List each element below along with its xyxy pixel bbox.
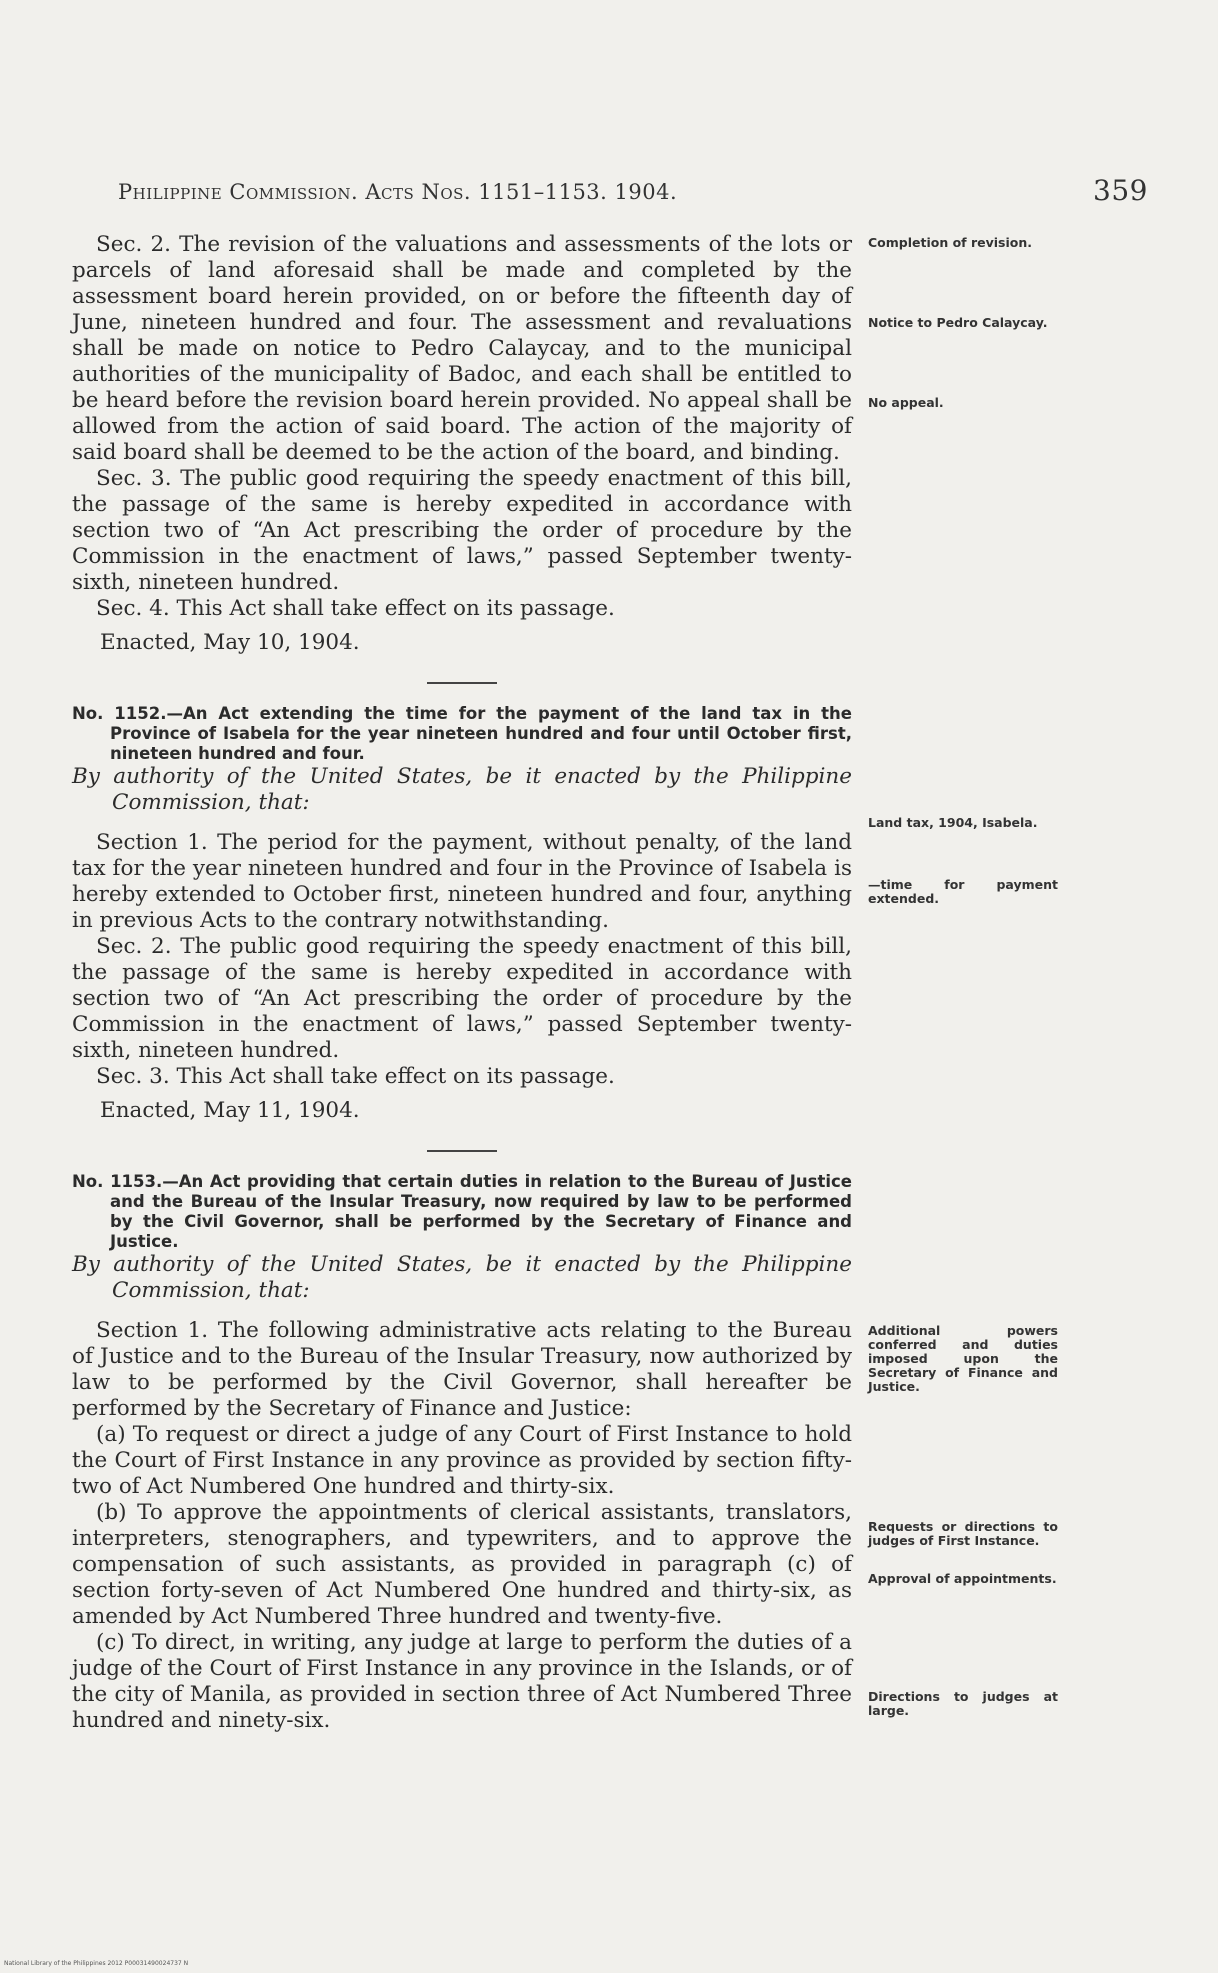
margin-note-notice: Notice to Pedro Calaycay.	[868, 315, 1048, 330]
margin-note-time-extended: —time for payment extended.	[868, 877, 1058, 906]
margin-note-requests: Requests or directions to judges of First Instance.	[868, 1519, 1058, 1548]
act1153-title: No. 1153.—An Act providing that certain duties in relation to the Bureau of Justice and the Bureau of the Insular Treasury, now required by law to be performed by the Civil Governor, shall be performed by the Secretary of Finance and Justice.	[72, 1172, 852, 1251]
margin-note-completion: Completion of revision.	[868, 235, 1033, 250]
margin-note-approval: Approval of appointments.	[868, 1571, 1057, 1586]
margin-note-land-tax: Land tax, 1904, Isabela.	[868, 815, 1038, 830]
section-divider	[427, 682, 497, 684]
act1151-enacted: Enacted, May 10, 1904.	[100, 630, 360, 655]
act1153-item-c: (c) To direct, in writing, any judge at large to perform the duties of a judge of the Court of First Instance in any province in the Islands, or of the city of Manila, as provided in section three of Act Numbered Three hundred and ninety-six.	[72, 1630, 852, 1733]
running-head	[118, 174, 1148, 207]
act1151-sec2: Sec. 2. The revision of the valuations and assessments of the lots or parcels of land aforesaid shall be made and completed by the assessment board herein provided, on or before the fifteenth day of June, nineteen hundred and four. The assessment and revaluations shall be made on notice to Pedro Calaycay, and to the municipal authorities of the municipality of Badoc, and each shall be entitled to be heard before the revision board herein provided. No appeal shall be allowed from the action of said board. The action of the majority of said board shall be deemed to be the action of the board, and binding.	[72, 232, 852, 465]
act1152-enacting-clause: By authority of the United States, be it enacted by the Philippine Commission, that:	[72, 764, 852, 815]
section-divider	[427, 1150, 497, 1152]
act1153-enacting-clause: By authority of the United States, be it enacted by the Philippine Commission, that:	[72, 1252, 852, 1303]
margin-note-additional-powers: Additional powers conferred and duties imposed upon the Secretary of Finance and Justice.	[868, 1323, 1058, 1394]
act1153-item-b: (b) To approve the appointments of clerical assistants, translators, interpreters, stenographers, and typewriters, and to approve the compensation of such assistants, as provided in paragraph (c) of section forty-seven of Act Numbered One hundred and thirty-six, as amended by Act Numbered Three hundred and twenty-five.	[72, 1500, 852, 1629]
act1152-sec2: Sec. 2. The public good requiring the speedy enactment of this bill, the passage of the same is hereby expedited in accordance with section two of “An Act prescribing the order of procedure by the Commission in the enactment of laws,” passed September twenty-sixth, nineteen hundred.	[72, 934, 852, 1063]
main-text	[72, 232, 852, 1734]
act1152-enacted: Enacted, May 11, 1904.	[100, 1098, 360, 1123]
running-title: Philippine Commission. Acts Nos. 1151–1153. 1904.	[118, 180, 678, 204]
act1151-sec3: Sec. 3. The public good requiring the speedy enactment of this bill, the passage of the same is hereby expedited in accordance with section two of “An Act prescribing the order of procedure by the Commission in the enactment of laws,” passed September twenty-sixth, nineteen hundred.	[72, 466, 852, 595]
act1153-item-a: (a) To request or direct a judge of any Court of First Instance to hold the Court of First Instance in any province as provided by section fifty-two of Act Numbered One hundred and thirty-six.	[72, 1422, 852, 1499]
act1152-section1: Section 1. The period for the payment, without penalty, of the land tax for the year nineteen hundred and four in the Province of Isabela is hereby extended to October first, nineteen hundred and four, anything in previous Acts to the contrary notwithstanding.	[72, 830, 852, 933]
margin-note-no-appeal: No appeal.	[868, 395, 944, 410]
scan-footer: National Library of the Philippines 2012 P00031490024737 N	[4, 1960, 189, 1967]
margin-note-directions: Directions to judges at large.	[868, 1689, 1058, 1718]
act1152-sec3: Sec. 3. This Act shall take effect on its passage.	[96, 1064, 615, 1089]
page-number: 359	[1093, 174, 1148, 207]
act1153-section1: Section 1. The following administrative acts relating to the Bureau of Justice and to the Bureau of the Insular Treasury, now authorized by law to be performed by the Civil Governor, shall hereafter be performed by the Secretary of Finance and Justice:	[72, 1318, 852, 1421]
act1152-title: No. 1152.—An Act extending the time for the payment of the land tax in the Province of Isabela for the year nineteen hundred and four until October first, nineteen hundred and four.	[72, 704, 852, 763]
act1151-sec4: Sec. 4. This Act shall take effect on its passage.	[96, 596, 615, 621]
